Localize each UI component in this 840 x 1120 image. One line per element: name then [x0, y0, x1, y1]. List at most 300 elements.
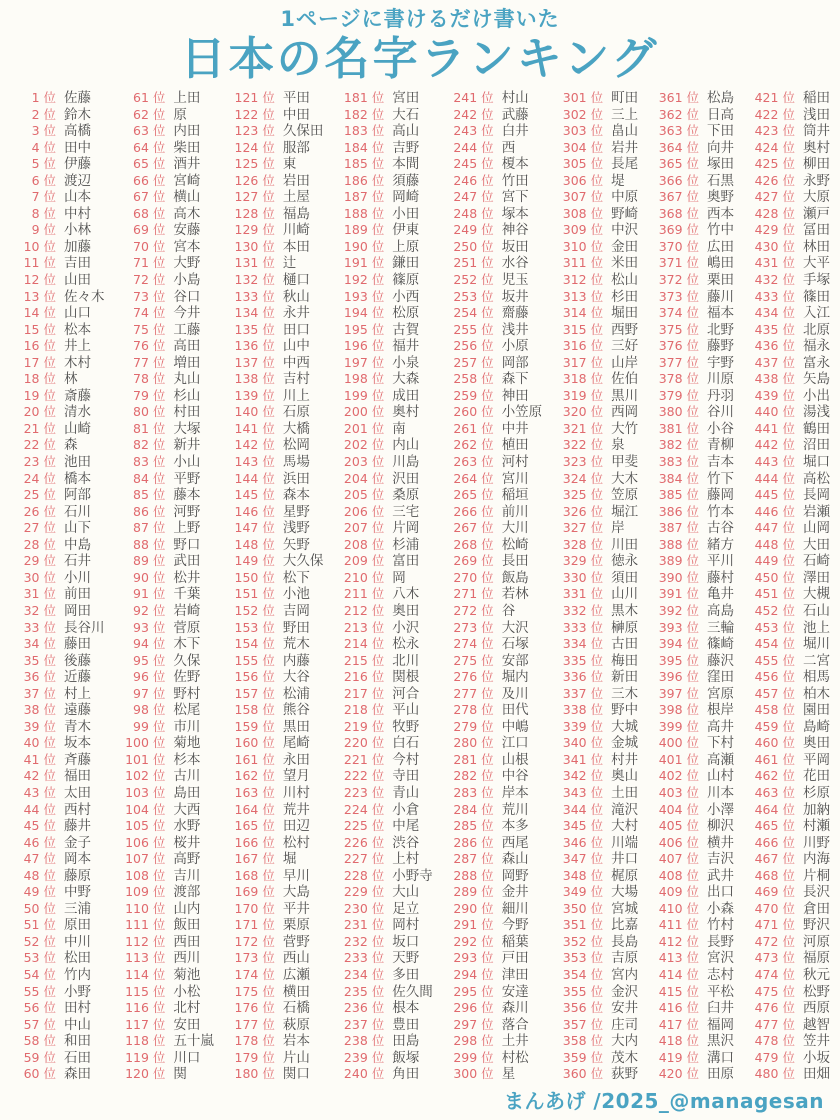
ranking-row: [448, 1033, 543, 1050]
surname-label: 松永: [392, 636, 420, 653]
surname-label: 杉浦: [392, 536, 420, 553]
surname-label: 小森: [707, 900, 735, 917]
ranking-row: [119, 636, 214, 653]
rank-label: 202 位: [343, 437, 385, 453]
ranking-row: [229, 768, 324, 785]
rank-label: 149 位: [234, 553, 275, 569]
ranking-row: [557, 272, 638, 289]
ranking-row: [653, 123, 734, 140]
ranking-row: [653, 868, 734, 885]
surname-label: 栗田: [707, 272, 735, 289]
ranking-row: [653, 504, 734, 521]
rank-label: 217 位: [343, 685, 385, 701]
rank-label: 439 位: [754, 387, 795, 403]
rank-label: 387 位: [658, 520, 700, 536]
ranking-row: [653, 768, 734, 785]
surname-label: 大田: [802, 536, 830, 553]
rank-label: 158 位: [234, 702, 275, 718]
rank-label: 248 位: [453, 205, 494, 221]
rank-label: 262 位: [453, 437, 494, 453]
rank-label: 96 位: [133, 669, 166, 685]
rank-label: 379 位: [658, 387, 700, 403]
surname-label: 高橋: [64, 123, 91, 140]
ranking-row: [749, 123, 830, 140]
rank-label: 52 位: [23, 933, 56, 949]
ranking-row: [557, 239, 638, 256]
ranking-row: [448, 338, 543, 355]
surname-label: 山根: [501, 751, 529, 768]
rank-label: 393 位: [658, 619, 700, 635]
surname-label: 工藤: [173, 321, 201, 338]
rank-label: 128 位: [234, 205, 275, 221]
ranking-row: [749, 355, 830, 372]
rank-label: 450 位: [754, 569, 795, 585]
surname-label: 上田: [173, 90, 201, 106]
rank-label: 239 位: [343, 1049, 385, 1065]
rank-label: 15 位: [23, 321, 56, 337]
rank-label: 446 位: [754, 503, 795, 519]
surname-label: 高山: [392, 123, 420, 140]
surname-label: 松下: [282, 569, 310, 586]
rank-label: 234 位: [343, 966, 385, 982]
rank-label: 344 位: [562, 801, 604, 817]
surname-label: 大沢: [501, 619, 529, 636]
surname-label: 奥田: [392, 602, 420, 619]
ranking-row: [229, 388, 324, 405]
rank-label: 341 位: [562, 751, 604, 767]
surname-label: 筒井: [802, 123, 830, 140]
rank-label: 114 位: [125, 966, 166, 982]
ranking-row: [653, 1033, 734, 1050]
rank-label: 125 位: [234, 156, 275, 172]
surname-label: 池上: [802, 619, 830, 636]
ranking-row: [10, 984, 105, 1001]
surname-label: 福原: [802, 950, 830, 967]
rank-label: 137 位: [234, 354, 275, 370]
rank-label: 31 位: [23, 586, 56, 602]
surname-label: 奥村: [802, 139, 830, 156]
rank-label: 299 位: [453, 1049, 494, 1065]
surname-label: 亀井: [707, 586, 735, 603]
rank-label: 391 位: [658, 586, 700, 602]
rank-label: 457 位: [754, 685, 795, 701]
rank-label: 56 位: [23, 1000, 56, 1016]
rank-label: 143 位: [234, 454, 275, 470]
surname-label: 藤田: [64, 636, 91, 653]
rank-label: 345 位: [562, 818, 604, 834]
ranking-row: [338, 620, 433, 637]
ranking-row: [119, 487, 214, 504]
rank-label: 19 位: [23, 387, 56, 403]
ranking-row: [338, 653, 433, 670]
surname-label: 宇野: [707, 354, 735, 371]
rank-label: 394 位: [658, 636, 700, 652]
rank-label: 442 位: [754, 437, 795, 453]
rank-label: 276 位: [453, 669, 494, 685]
page-title: 日本の名字ランキング: [180, 32, 660, 85]
rank-label: 220 位: [343, 735, 385, 751]
ranking-row: [448, 189, 543, 206]
surname-label: 丸山: [173, 371, 201, 388]
surname-label: 大谷: [282, 669, 310, 686]
surname-label: 大橋: [282, 420, 310, 437]
ranking-row: [338, 537, 433, 554]
ranking-row: [10, 421, 105, 438]
rank-label: 204 位: [343, 470, 385, 486]
surname-label: 宮崎: [173, 172, 201, 189]
surname-label: 村上: [64, 685, 91, 702]
ranking-row: [557, 1050, 638, 1067]
surname-label: 荒木: [282, 636, 310, 653]
ranking-row: [10, 388, 105, 405]
rank-label: 229 位: [343, 884, 385, 900]
surname-label: 平野: [173, 470, 201, 487]
rank-label: 39 位: [23, 718, 56, 734]
surname-label: 森川: [501, 1000, 529, 1017]
ranking-row: [749, 570, 830, 587]
surname-label: 菊池: [173, 966, 201, 983]
surname-label: 安井: [611, 1000, 639, 1017]
rank-label: 129 位: [234, 222, 275, 238]
surname-label: 前田: [64, 586, 91, 603]
rank-label: 75 位: [133, 321, 166, 337]
surname-label: 若林: [501, 586, 529, 603]
surname-label: 小倉: [392, 801, 420, 818]
surname-label: 原: [173, 106, 187, 123]
ranking-row: [448, 388, 543, 405]
rank-label: 74 位: [133, 305, 166, 321]
surname-label: 福井: [392, 338, 420, 355]
ranking-row: [338, 338, 433, 355]
ranking-row: [10, 437, 105, 454]
surname-label: 近藤: [64, 669, 91, 686]
surname-label: 出口: [707, 884, 735, 901]
ranking-row: [338, 437, 433, 454]
surname-label: 二宮: [802, 652, 830, 669]
rank-label: 302 位: [562, 106, 604, 122]
rank-label: 218 位: [343, 702, 385, 718]
surname-label: 中井: [501, 420, 529, 437]
rank-label: 475 位: [754, 983, 795, 999]
ranking-row: [448, 305, 543, 322]
ranking-row: [119, 206, 214, 223]
rank-label: 419 位: [658, 1049, 700, 1065]
rank-label: 226 位: [343, 834, 385, 850]
rank-label: 380 位: [658, 404, 700, 420]
surname-label: 根本: [392, 1000, 420, 1017]
rank-label: 32 位: [23, 602, 56, 618]
surname-label: 大原: [802, 189, 830, 206]
rank-label: 222 位: [343, 768, 385, 784]
surname-label: 松山: [611, 272, 639, 289]
ranking-row: [338, 255, 433, 272]
ranking-row: [448, 222, 543, 239]
surname-label: 比嘉: [611, 917, 639, 934]
ranking-row: [119, 107, 214, 124]
rank-label: 271 位: [453, 586, 494, 602]
surname-label: 宮川: [501, 470, 529, 487]
rank-label: 447 位: [754, 520, 795, 536]
rank-label: 198 位: [343, 371, 385, 387]
ranking-row: [229, 322, 324, 339]
ranking-row: [10, 222, 105, 239]
rank-label: 44 位: [23, 801, 56, 817]
rank-label: 254 位: [453, 305, 494, 321]
rank-label: 383 位: [658, 454, 700, 470]
rank-label: 215 位: [343, 652, 385, 668]
ranking-row: [557, 702, 638, 719]
ranking-row: [229, 669, 324, 686]
rank-label: 246 位: [453, 172, 494, 188]
surname-label: 川田: [611, 536, 639, 553]
surname-label: 中嶋: [501, 718, 529, 735]
ranking-row: [119, 90, 214, 107]
surname-label: 平岡: [802, 751, 830, 768]
rank-label: 168 位: [234, 867, 275, 883]
rank-label: 399 位: [658, 718, 700, 734]
ranking-row: [448, 835, 543, 852]
ranking-row: [448, 603, 543, 620]
surname-label: 村山: [501, 90, 529, 106]
rank-label: 232 位: [343, 933, 385, 949]
rank-label: 7 位: [31, 189, 56, 205]
ranking-row: [119, 553, 214, 570]
ranking-row: [10, 520, 105, 537]
ranking-column: [448, 90, 543, 1085]
surname-label: 塚田: [707, 156, 735, 173]
rank-label: 274 位: [453, 636, 494, 652]
ranking-row: [338, 785, 433, 802]
rank-label: 295 位: [453, 983, 494, 999]
surname-label: 矢野: [282, 536, 310, 553]
ranking-row: [448, 322, 543, 339]
ranking-row: [119, 140, 214, 157]
surname-label: 星: [501, 1066, 516, 1083]
rank-label: 266 位: [453, 503, 494, 519]
ranking-row: [448, 884, 543, 901]
ranking-row: [338, 884, 433, 901]
surname-label: 堀: [282, 851, 297, 868]
rank-label: 257 位: [453, 354, 494, 370]
surname-label: 岡部: [501, 354, 529, 371]
ranking-row: [653, 967, 734, 984]
ranking-row: [229, 156, 324, 173]
surname-label: 岡: [392, 569, 406, 586]
rank-label: 408 位: [658, 867, 700, 883]
rank-label: 186 位: [343, 172, 385, 188]
rank-label: 410 位: [658, 900, 700, 916]
ranking-row: [338, 371, 433, 388]
surname-label: 田辺: [282, 818, 310, 835]
surname-label: 山内: [173, 900, 201, 917]
surname-label: 高島: [707, 602, 735, 619]
rank-label: 252 位: [453, 272, 494, 288]
ranking-row: [653, 239, 734, 256]
ranking-row: [229, 255, 324, 272]
surname-label: 佐々木: [64, 288, 105, 305]
rank-label: 131 位: [234, 255, 275, 271]
surname-label: 竹田: [501, 172, 529, 189]
surname-label: 小田: [392, 205, 420, 222]
ranking-row: [10, 156, 105, 173]
rank-label: 90 位: [133, 569, 166, 585]
surname-label: 和田: [64, 1033, 91, 1050]
surname-label: 森山: [501, 851, 529, 868]
rank-label: 444 位: [754, 470, 795, 486]
surname-label: 金子: [64, 834, 91, 851]
surname-label: 杉原: [802, 784, 830, 801]
rank-label: 292 位: [453, 933, 494, 949]
ranking-row: [119, 950, 214, 967]
ranking-row: [338, 140, 433, 157]
surname-label: 平松: [707, 983, 735, 1000]
ranking-row: [229, 355, 324, 372]
surname-label: 大平: [802, 255, 830, 272]
surname-label: 阿部: [64, 487, 91, 504]
rank-label: 206 位: [343, 503, 385, 519]
rank-label: 136 位: [234, 338, 275, 354]
rank-label: 162 位: [234, 768, 275, 784]
ranking-row: [749, 835, 830, 852]
rank-label: 472 位: [754, 933, 795, 949]
ranking-row: [338, 206, 433, 223]
surname-label: 徳永: [611, 553, 639, 570]
rank-label: 81 位: [133, 420, 166, 436]
ranking-row: [653, 140, 734, 157]
ranking-row: [10, 487, 105, 504]
surname-label: 黒沢: [707, 1033, 735, 1050]
surname-label: 中谷: [501, 768, 529, 785]
ranking-row: [10, 1000, 105, 1017]
ranking-row: [229, 967, 324, 984]
ranking-row: [229, 586, 324, 603]
ranking-row: [653, 669, 734, 686]
rank-label: 10 位: [23, 238, 56, 254]
surname-label: 久保田: [282, 123, 324, 140]
ranking-row: [448, 950, 543, 967]
surname-label: 永井: [282, 305, 310, 322]
surname-label: 榎本: [501, 156, 529, 173]
surname-label: 吉野: [392, 139, 420, 156]
surname-label: 中田: [282, 106, 310, 123]
ranking-row: [10, 1050, 105, 1067]
surname-label: 久保: [173, 652, 201, 669]
rank-label: 452 位: [754, 602, 795, 618]
surname-label: 片桐: [802, 867, 830, 884]
surname-label: 大野: [173, 255, 201, 272]
rank-label: 73 位: [133, 288, 166, 304]
ranking-row: [338, 868, 433, 885]
ranking-row: [557, 835, 638, 852]
rank-label: 152 位: [234, 602, 275, 618]
rank-label: 79 位: [133, 387, 166, 403]
surname-label: 神谷: [501, 222, 529, 239]
rank-label: 95 位: [133, 652, 166, 668]
surname-label: 天野: [392, 950, 420, 967]
ranking-row: [448, 768, 543, 785]
rank-label: 326 位: [562, 503, 604, 519]
surname-label: 吉原: [611, 950, 639, 967]
ranking-row: [557, 603, 638, 620]
ranking-row: [749, 868, 830, 885]
ranking-row: [653, 586, 734, 603]
surname-label: 伊藤: [64, 156, 91, 173]
surname-label: 馬場: [282, 454, 310, 471]
rank-label: 429 位: [754, 222, 795, 238]
surname-label: 加藤: [64, 238, 91, 255]
surname-label: 飯田: [173, 917, 201, 934]
surname-label: 岩田: [282, 172, 310, 189]
surname-label: 松崎: [501, 536, 529, 553]
rank-label: 355 位: [562, 983, 604, 999]
surname-label: 榊原: [611, 619, 639, 636]
rank-label: 270 位: [453, 569, 494, 585]
ranking-row: [749, 1017, 830, 1034]
surname-label: 山村: [707, 768, 735, 785]
ranking-row: [749, 189, 830, 206]
rank-label: 225 位: [343, 818, 385, 834]
ranking-row: [557, 322, 638, 339]
rank-label: 397 位: [658, 685, 700, 701]
rank-label: 47 位: [23, 851, 56, 867]
rank-label: 107 位: [125, 851, 166, 867]
surname-label: 島田: [173, 784, 201, 801]
surname-label: 荒川: [501, 801, 529, 818]
rank-label: 427 位: [754, 189, 795, 205]
rank-label: 469 位: [754, 884, 795, 900]
rank-label: 406 位: [658, 834, 700, 850]
ranking-row: [10, 967, 105, 984]
rank-label: 261 位: [453, 420, 494, 436]
rank-label: 193 位: [343, 288, 385, 304]
ranking-row: [557, 868, 638, 885]
surname-label: 志村: [707, 966, 735, 983]
rank-label: 374 位: [658, 305, 700, 321]
ranking-row: [653, 653, 734, 670]
rank-label: 358 位: [562, 1033, 604, 1049]
surname-label: 小西: [392, 288, 420, 305]
rank-label: 14 位: [23, 305, 56, 321]
surname-label: 田畑: [802, 1066, 830, 1083]
ranking-row: [653, 338, 734, 355]
ranking-row: [10, 884, 105, 901]
ranking-row: [10, 901, 105, 918]
rank-label: 455 位: [754, 652, 795, 668]
surname-label: 児玉: [501, 272, 529, 289]
rank-label: 201 位: [343, 420, 385, 436]
ranking-row: [338, 570, 433, 587]
rank-label: 219 位: [343, 718, 385, 734]
surname-label: 落合: [501, 1016, 529, 1033]
surname-label: 谷: [501, 602, 516, 619]
ranking-row: [119, 719, 214, 736]
surname-label: 八木: [392, 586, 420, 603]
rank-label: 256 位: [453, 338, 494, 354]
rank-label: 338 位: [562, 702, 604, 718]
surname-label: 渡辺: [64, 172, 91, 189]
ranking-row: [338, 305, 433, 322]
surname-label: 角田: [392, 1066, 420, 1083]
surname-label: 谷川: [707, 404, 735, 421]
rank-label: 216 位: [343, 669, 385, 685]
surname-label: 稲葉: [501, 933, 529, 950]
ranking-row: [119, 653, 214, 670]
surname-label: 井上: [64, 338, 91, 355]
rank-label: 316 位: [562, 338, 604, 354]
surname-label: 高木: [173, 205, 201, 222]
surname-label: 後藤: [64, 652, 91, 669]
ranking-row: [448, 653, 543, 670]
